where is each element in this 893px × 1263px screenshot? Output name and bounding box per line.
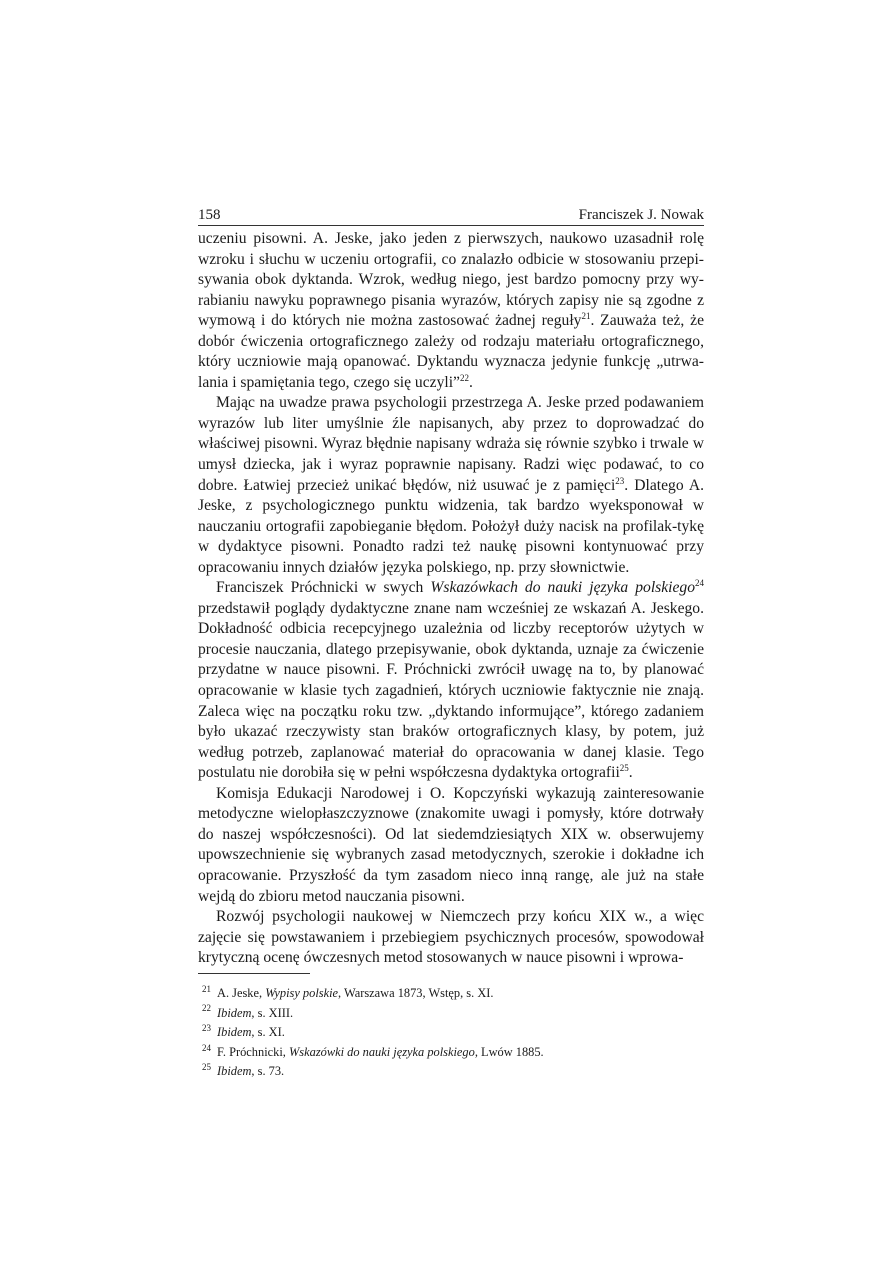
paragraph-2 (198, 393, 704, 578)
footnote-22 (202, 1004, 702, 1024)
footnote-number: 22 (202, 1003, 211, 1014)
page (198, 0, 704, 1263)
footnote-text: , s. XI. (251, 1025, 285, 1040)
footnote-text: , Lwów 1885. (474, 1044, 544, 1059)
footnote-title: Ibidem (217, 1064, 252, 1079)
footnote-title: Ibidem (217, 1005, 252, 1020)
footnote-text: , Warszawa 1873, Wstęp, s. XI. (338, 986, 494, 1000)
footnote-number: 25 (202, 1062, 211, 1073)
body-text (198, 229, 704, 969)
footnote-ref-23: 23 (615, 475, 625, 486)
footnote-number: 21 (202, 983, 211, 994)
footnote-number: 24 (202, 1042, 211, 1053)
footnote-title: Wskazówki do nauki języka polskiego (288, 1044, 475, 1059)
paragraph-3 (198, 578, 704, 783)
footnote-title: Ibidem (217, 1025, 252, 1040)
paragraph-1-text-a: uczeniu pisowni. A. Jeske, jako jeden z pierwszych, naukowo uzasadnił rolę wzroku i słuchu w uczeniu ortografii, co znalazło odbicie w stosowaniu przepi-sywania obok dyktanda. Wzrok, według niego, jest bardzo pomocny przy wy-rabianiu nawyku poprawnego pisania wyrazów, których zapisy nie są zgodne z wymową i do których nie można zastosować żadnej reguły (198, 230, 704, 330)
paragraph-3-text-c: . (628, 764, 633, 782)
footnote-text: F. Próchnicki, (217, 1044, 289, 1059)
footnote-number: 23 (202, 1023, 211, 1034)
footnotes (202, 984, 702, 1082)
footnote-25 (202, 1062, 702, 1082)
footnote-24 (202, 1043, 702, 1063)
footnote-ref-25: 25 (619, 763, 629, 774)
footnote-ref-21: 21 (581, 311, 591, 321)
running-header (198, 205, 704, 225)
paragraph-1 (198, 229, 704, 393)
footnote-ref-24: 24 (695, 578, 704, 589)
footnote-text: , s. XIII. (251, 1005, 294, 1020)
footnote-title: Wypisy polskie (265, 986, 339, 1000)
running-author: Franciszek J. Nowak (578, 207, 704, 223)
footnote-rule (198, 973, 310, 974)
page-number: 158 (198, 207, 221, 223)
footnote-21 (202, 984, 702, 1004)
footnote-23 (202, 1023, 702, 1043)
paragraph-1-text-c: . (468, 373, 473, 391)
paragraph-3-text-b: przedstawił poglądy dydaktyczne znane nam wcześniej ze wskazań A. Jeskego. Dokładność odbicia recepcyjnego uzależnia od liczby receptorów użytych w procesie nauczania, dlatego przepisywanie, obok dyktanda, uznaje za ćwiczenie przydatne w nauce pisowni. F. Próchnicki zwrócił uwagę na to, by planować opracowanie w klasie tych zagadnień, których uczniowie faktycznie nie znają. Zaleca więc na początku roku tzw. „dyktando informujące”, którego zadaniem było ukazać rzeczywisty stan braków ortograficznych klasy, by potem, już według potrzeb, zaplanować materiał do opracowania w danej klasie. Tego postulatu nie dorobiła się w pełni współczesna dydaktyka ortografii (198, 599, 704, 782)
footnote-text: , s. 73. (251, 1064, 285, 1079)
paragraph-3-book-title: Wskazówkach do nauki języka polskiego (430, 579, 695, 597)
footnote-ref-22: 22 (459, 372, 469, 383)
header-rule (198, 225, 704, 226)
paragraph-4-text: Komisja Edukacji Narodowej i O. Kopczyński wykazują zainteresowanie metodyczne wielopłaszczyznowe (znakomite uwagi i pomysły, które dotrwały do naszej współczesności). Od lat siedemdziesiątych XIX w. obserwujemy upowszechnienie się wybranych zasad metodycznych, szerokie i dokładne ich opracowanie. Przyszłość da tym zasadom nieco inną rangę, ale już na stałe wejdą do zbioru metod nauczania pisowni. (198, 784, 704, 905)
paragraph-2-text-b: . Dlatego A. Jeske, z psychologicznego punktu widzenia, tak bardzo wyeksponował w nauczaniu ortografii zapobieganie błędom. Położył duży nacisk na profilak-tykę w dydaktyce pisowni. Ponadto radzi też naukę pisowni kontynuować przy opracowaniu innych działów języka polskiego, np. przy słownictwie. (198, 476, 704, 576)
paragraph-1-text-b: . Zauważa też, że dobór ćwiczenia ortograficznego zależy od rodzaju materiału ortograficznego, który uczniowie mają opanować. Dyktandu wyznacza jedynie funkcję „utrwa-lania i spamiętania tego, czego się uczyli” (198, 312, 704, 391)
paragraph-3-text-a: Franciszek Próchnicki w swych (216, 579, 431, 597)
paragraph-4 (198, 784, 704, 907)
paragraph-2-text-a: Mając na uwadze prawa psychologii przestrzega A. Jeske przed podawaniem wyrazów lub liter umyślnie źle napisanych, aby przez to doprowadzać do właściwej pisowni. Wyraz błędnie napisany wdraża się równie szybko i trwale w umysł dziecka, jak i wyraz poprawnie napisany. Radzi więc podawać, to co dobre. Łatwiej przecież unikać błędów, niż usuwać je z pamięci (198, 394, 704, 494)
paragraph-5 (198, 907, 704, 969)
footnote-text: A. Jeske, (217, 986, 266, 1000)
paragraph-5-text: Rozwój psychologii naukowej w Niemczech przy końcu XIX w., a więc zajęcie się powstawaniem i przebiegiem psychicznych procesów, spowodował krytyczną ocenę ówczesnych metod stosowanych w nauce pisowni i wprowa- (198, 908, 704, 967)
